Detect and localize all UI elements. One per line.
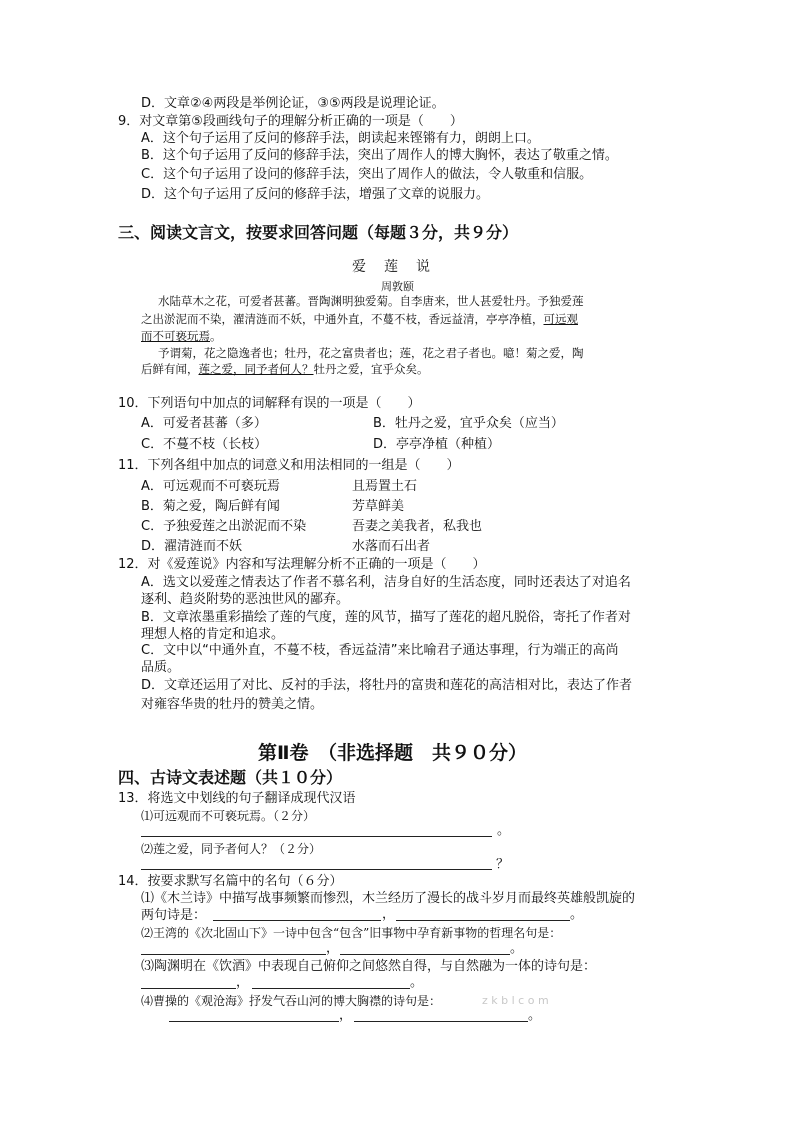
q14-stem: 14．按要求默写名篇中的名句（６分） — [118, 874, 343, 889]
q13-answer-1-blank[interactable] — [141, 836, 492, 837]
q9-option-d: D．这个句子运用了反问的修辞手法，增强了文章的说服力。 — [141, 187, 490, 202]
q10-option-a: A．可爱者甚蕃（多） — [141, 416, 267, 431]
q14-item-4-blank-a[interactable] — [169, 1021, 339, 1022]
passage-p2-line2 — [141, 362, 429, 377]
q12-option-b-line2: 理想人格的肯定和追求。 — [141, 627, 285, 642]
q14-item-1-line2: 两句诗是： — [141, 908, 207, 923]
underlined-sentence-2: 莲之爱，同予者何人？ — [198, 362, 314, 376]
q14-item-4-comma: ， — [339, 1008, 353, 1023]
q10-option-b: B．牡丹之爱，宜乎众矣（应当） — [373, 416, 564, 431]
q14-item-4-blank-b[interactable] — [354, 1021, 528, 1022]
passage-p1-line2 — [141, 312, 578, 327]
underlined-sentence-1a: 可远观 — [543, 312, 578, 326]
q10-option-d: D．亭亭净植（种植） — [373, 437, 501, 452]
q14-item-2-prompt: ⑵王湾的《次北固山下》一诗中包含“包含”旧事物中孕育新事物的哲理名句是： — [141, 926, 562, 940]
q13-sentence-2: ⑵莲之爱，同予者何人？（２分） — [141, 842, 322, 856]
passage-p1-end: 。 — [210, 329, 222, 343]
q11-option-a-left: A．可远观而不可亵玩焉 — [141, 479, 280, 494]
q8-option-d: D．文章②④两段是举例论证，③⑤两段是说理论证。 — [141, 96, 445, 111]
q12-option-c-line2: 品质。 — [141, 660, 181, 675]
q13-answer-2-end: ？ — [496, 857, 510, 872]
passage-p1-line1: 水陆草木之花，可爱者甚蕃。晋陶渊明独爱菊。自李唐来，世人甚爱牡丹。予独爱莲 — [158, 294, 584, 308]
watermark: z k b l c o m — [482, 994, 549, 1007]
q9-option-a: A．这个句子运用了反问的修辞手法，朗读起来铿锵有力，朗朗上口。 — [141, 131, 540, 146]
q14-item-4-prompt: ⑷曹操的《观沧海》抒发气吞山河的博大胸襟的诗句是： — [141, 994, 442, 1008]
q10-stem: 10．下列语句中加点的词解释有误的一项是（ ） — [118, 396, 421, 411]
part-2-heading: 第Ⅱ卷 （非选择题 共９０分） — [258, 742, 528, 764]
q12-option-a-line2: 逐利、趋炎附势的恶浊世风的鄙弃。 — [141, 592, 350, 607]
q14-item-4-end: 。 — [528, 1008, 542, 1023]
q14-item-2-end: 。 — [510, 941, 524, 956]
passage-p2-line1: 予谓菊，花之隐逸者也；牡丹，花之富贵者也；莲，花之君子者也。噫！菊之爱，陶 — [158, 346, 584, 360]
passage-p1-line2-text: 之出淤泥而不染，濯清涟而不妖，中通外直，不蔓不枝，香远益清，亭亭净植， — [141, 312, 544, 326]
q11-stem: 11．下列各组中加点的词意义和用法相同的一组是（ ） — [118, 458, 460, 473]
q10-option-c: C．不蔓不枝（长枝） — [141, 437, 268, 452]
q9-option-c: C．这个句子运用了设问的修辞手法，突出了周作人的做法，令人敬重和信服。 — [141, 167, 593, 182]
q14-item-1-blank-a[interactable] — [213, 920, 381, 921]
q13-answer-2-blank[interactable] — [141, 869, 492, 870]
q12-stem: 12．对《爱莲说》内容和写法理解分析不正确的一项是（ ） — [118, 557, 486, 572]
q14-item-1-line1: ⑴《木兰诗》中描写战事频繁而惨烈，木兰经历了漫长的战斗岁月而最终英雄般凯旋的 — [141, 891, 636, 906]
q12-option-a-line1: A．选文以爱莲之情表达了作者不慕名利，洁身自好的生活态度，同时还表达了对追名 — [141, 575, 631, 590]
q14-item-3-comma: ， — [236, 975, 250, 990]
section-4-heading: 四、古诗文表述题（共１０分） — [118, 768, 343, 787]
q14-item-3-blank-a[interactable] — [141, 988, 236, 989]
q13-stem: 13．将选文中划线的句子翻译成现代汉语 — [118, 791, 356, 806]
q11-option-c-left: C．予独爱莲之出淤泥而不染 — [141, 519, 307, 534]
q14-item-2-comma: ， — [326, 941, 340, 956]
q14-item-3-end: 。 — [410, 975, 424, 990]
q13-answer-1-end: 。 — [497, 823, 511, 838]
classical-author: 周敦颐 — [381, 280, 414, 293]
q12-option-d-line1: D．文章还运用了对比、反衬的手法，将牡丹的富贵和莲花的高洁相对比，表达了作者 — [141, 678, 633, 693]
q11-option-b-left: B．菊之爱，陶后鲜有闻 — [141, 499, 280, 514]
q11-option-c-right: 吾妻之美我者，私我也 — [352, 519, 483, 534]
passage-p2-end: 牡丹之爱，宜乎众矣。 — [313, 362, 429, 376]
q14-item-1-end: 。 — [570, 907, 584, 922]
q14-item-3-prompt: ⑶陶渊明在《饮酒》中表现自己俯仰之间悠然自得，与自然融为一体的诗句是： — [141, 959, 597, 974]
q11-option-d-right: 水落而石出者 — [352, 539, 431, 554]
q9-option-b: B．这个句子运用了反问的修辞手法，突出了周作人的博大胸怀，表达了敬重之情。 — [141, 148, 618, 163]
q11-option-d-left: D．濯清涟而不妖 — [141, 539, 243, 554]
section-3-heading: 三、阅读文言文，按要求回答问题（每题３分，共９分） — [118, 223, 519, 242]
q12-option-c-line1: C．文中以“中通外直，不蔓不枝，香远益清”来比喻君子通达事理，行为端正的高尚 — [141, 643, 619, 658]
q14-item-3-blank-b[interactable] — [252, 988, 410, 989]
passage-p2-line2-text: 后鲜有闻， — [141, 362, 199, 376]
underlined-sentence-1b: 而不可亵玩焉 — [141, 329, 210, 343]
q14-item-2-blank-b[interactable] — [340, 954, 510, 955]
q11-option-b-right: 芳草鲜美 — [352, 499, 405, 514]
q14-item-1-blank-b[interactable] — [396, 920, 570, 921]
q14-item-2-blank-a[interactable] — [141, 954, 326, 955]
passage-p1-line3 — [141, 329, 222, 344]
q11-option-a-right: 且焉置土石 — [352, 479, 418, 494]
q13-sentence-1: ⑴可远观而不可亵玩焉。（２分） — [141, 809, 316, 823]
q9-stem: 9．对文章第⑤段画线句子的理解分析正确的一项是（ ） — [118, 114, 463, 129]
q12-option-d-line2: 对雍容华贵的牡丹的赞美之情。 — [141, 697, 324, 712]
q12-option-b-line1: B．文章浓墨重彩描绘了莲的气度，莲的风节，描写了莲花的超凡脱俗，寄托了作者对 — [141, 610, 631, 625]
classical-title: 爱莲说 — [352, 259, 448, 275]
q14-item-1-comma: ， — [382, 907, 396, 922]
